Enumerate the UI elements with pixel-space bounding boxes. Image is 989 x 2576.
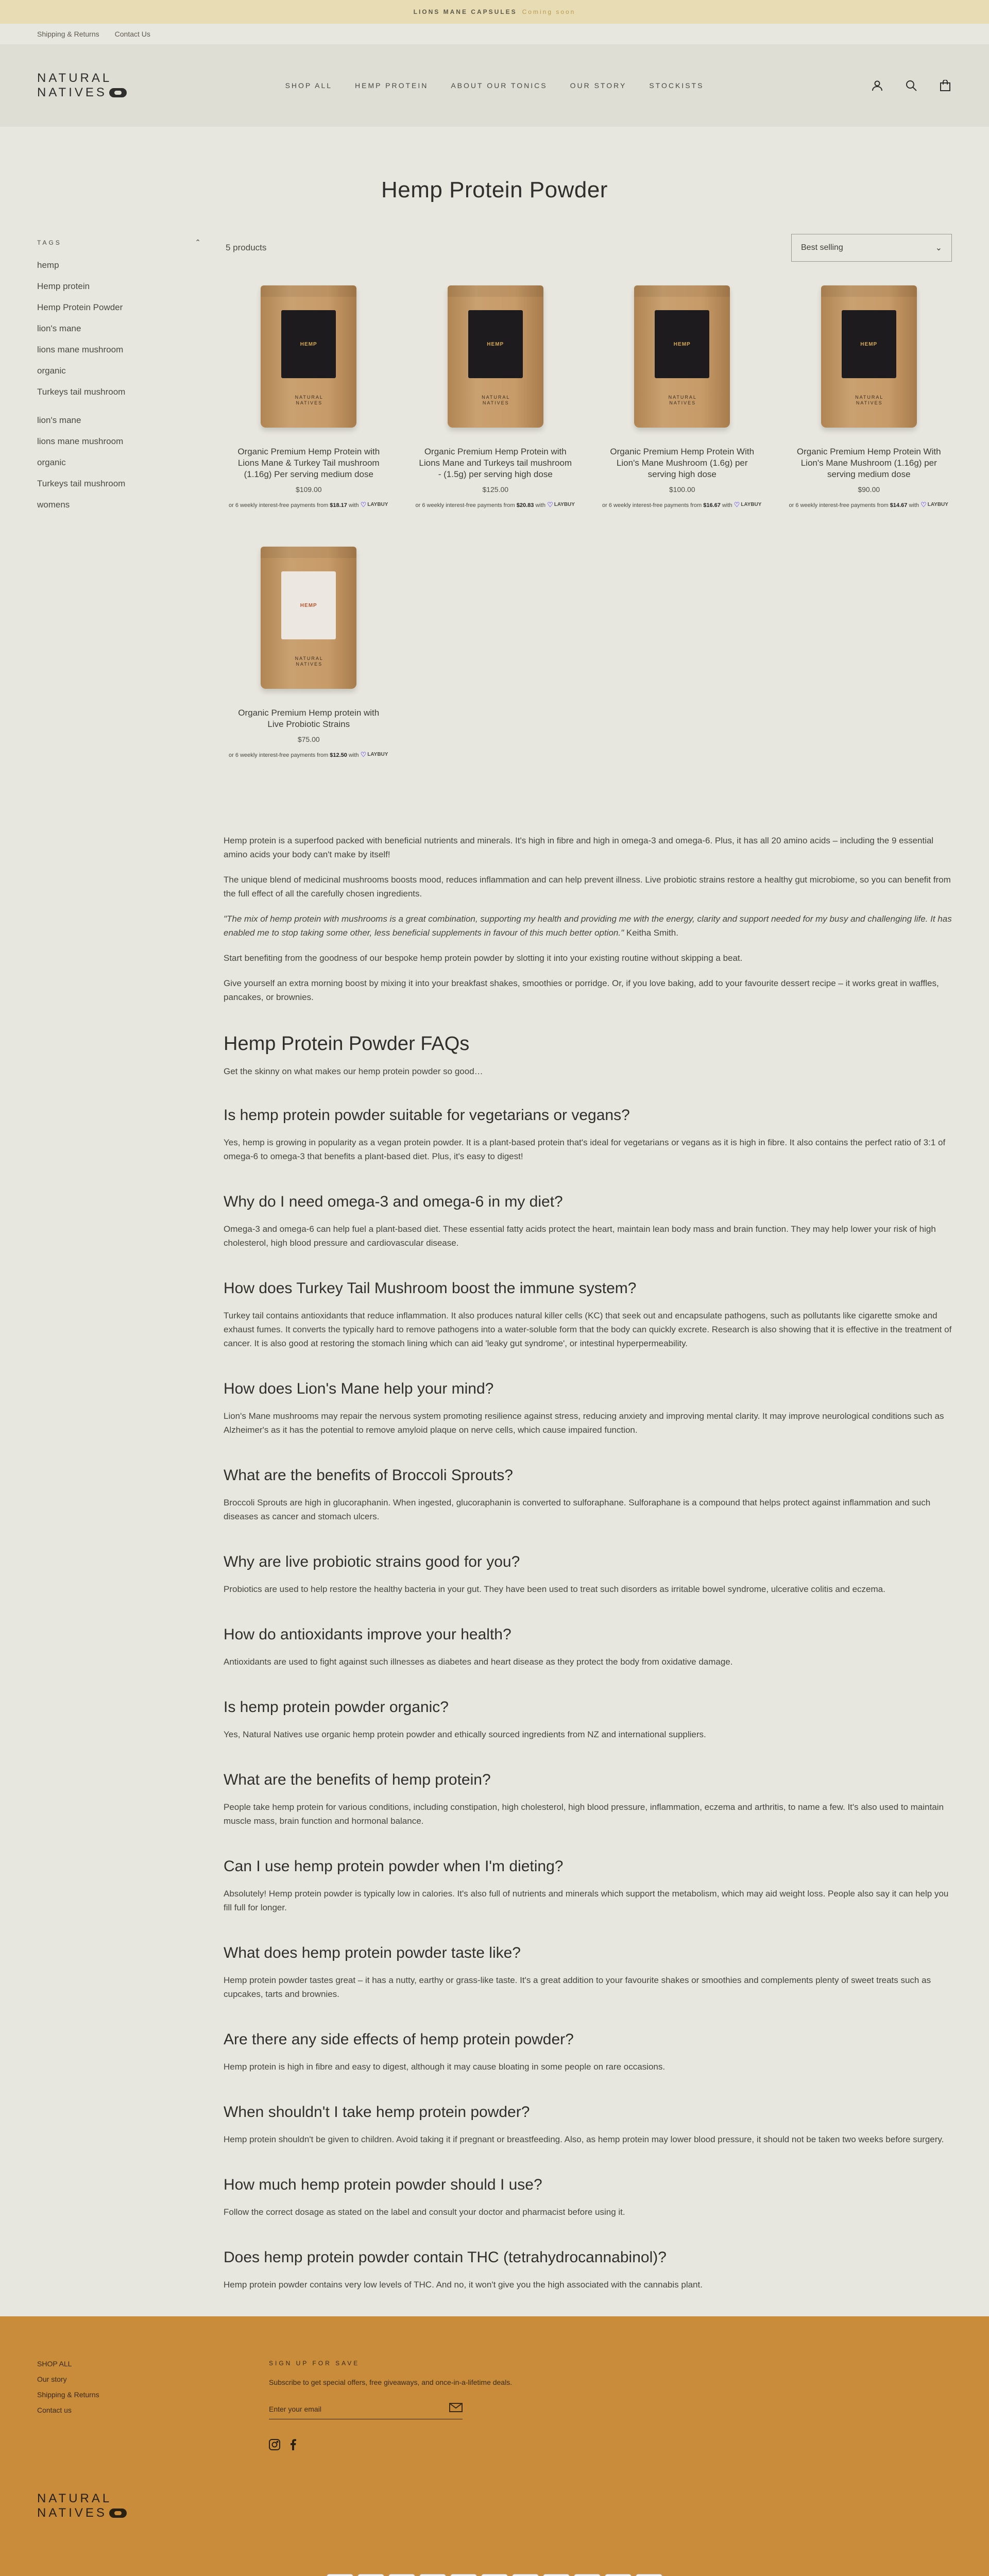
product-image[interactable] (634, 285, 730, 428)
main-nav (135, 81, 854, 90)
faq-answer: Omega-3 and omega-6 can help fuel a plant-based diet. These essential fatty acids protect the heart, maintain lean body mass and brain function. They may help lower your risk of high cholesterol, high blood pressure and cardiovascular disease. (224, 1224, 936, 1248)
outro-paragraph: Start benefiting from the goodness of our bespoke hemp protein powder by slotting it into your existing routine without skipping a beat. (224, 953, 743, 963)
product-title[interactable]: Organic Premium Hemp Protein With Lion's Mane Mushroom (1.16g) per serving medium dose (796, 447, 941, 479)
heart-icon: ♡ (360, 751, 367, 758)
tag-filter[interactable]: organic (37, 457, 66, 467)
product-card[interactable] (786, 279, 952, 510)
tag-filter[interactable]: Hemp protein (37, 281, 90, 291)
installment-with: with (909, 502, 919, 509)
logo-line-2: NATIVES (37, 86, 107, 99)
faq-answer: Yes, Natural Natives use organic hemp protein powder and ethically sourced ingredients from NZ and international suppliers. (224, 1730, 706, 1739)
product-title[interactable]: Organic Premium Hemp protein with Live Probiotic Strains (238, 708, 380, 729)
testimonial-author: Keitha Smith. (624, 928, 678, 938)
footer-links (37, 2360, 269, 2453)
testimonial (224, 912, 952, 940)
tag-filter[interactable]: lion's mane (37, 415, 81, 425)
product-count: 5 products (226, 243, 267, 252)
installment-amount: $20.83 (516, 502, 534, 509)
faq-question: When shouldn't I take hemp protein powder? (224, 2104, 530, 2121)
footer-logo-line-2: NATIVES (37, 2506, 107, 2520)
mail-icon[interactable] (449, 2403, 463, 2415)
footer-link-contact[interactable]: Contact us (37, 2406, 72, 2414)
product-price: $125.00 (482, 485, 509, 494)
pouch-brand (288, 656, 330, 667)
payment-method-icon (419, 2574, 446, 2576)
page-content (0, 834, 989, 2292)
logo-mark-icon (109, 88, 127, 97)
installment-note (226, 501, 392, 510)
sort-value: Best selling (801, 243, 843, 252)
product-label (281, 571, 336, 639)
installment-with: with (722, 502, 732, 509)
product-title[interactable]: Organic Premium Hemp Protein With Lion's Mane Mushroom (1.6g) per serving high dose (610, 447, 755, 479)
faq-answer: Hemp protein powder contains very low levels of THC. And no, it won't give you the high associated with the cannabis plant. (224, 2280, 703, 2290)
heart-icon: ♡ (920, 501, 927, 509)
payment-icons (37, 2574, 952, 2576)
pouch-brand-line-1: NATURAL (482, 395, 510, 400)
tag-filter[interactable]: lion's mane (37, 324, 81, 333)
payment-method-icon (481, 2574, 508, 2576)
facebook-icon[interactable] (289, 2439, 297, 2453)
product-image[interactable] (261, 285, 356, 428)
installment-amount: $18.17 (330, 502, 347, 509)
nav-shop-all[interactable]: SHOP ALL (285, 81, 333, 90)
product-card[interactable] (226, 540, 392, 759)
signup-heading: SIGN UP FOR SAVE (269, 2360, 360, 2367)
product-image[interactable] (261, 547, 356, 689)
tag-filter[interactable]: organic (37, 366, 66, 376)
announcement-bold: LIONS MANE CAPSULES (413, 8, 517, 15)
chevron-down-icon: ⌄ (935, 244, 942, 252)
tags-toggle[interactable] (37, 234, 203, 247)
nav-hemp-protein[interactable]: HEMP PROTEIN (355, 81, 429, 90)
installment-with: with (348, 502, 359, 509)
sort-select[interactable] (791, 234, 952, 262)
installment-text: or 6 weekly interest-free payments from (415, 502, 515, 509)
installment-with: with (348, 752, 359, 758)
faq-answer: Yes, hemp is growing in popularity as a vegan protein powder. It is a plant-based protein that's ideal for vegetarians or vegans as it is high in fibre. It also contains the perfect ratio of 3:1 of omega-6 to omega-3 that benefits a plant-based diet. Plus, it's easy to digest! (224, 1138, 946, 1161)
heart-icon: ♡ (734, 501, 740, 509)
product-label (842, 310, 896, 378)
faq-answer: Hemp protein powder tastes great – it has a nutty, earthy or grass-like taste. It's a great addition to your favourite shakes or smoothies and complements plenty of sweet treats such as cupcakes, tarts and brownies. (224, 1975, 931, 1999)
faq-question: Does hemp protein powder contain THC (tetrahydrocannabinol)? (224, 2249, 667, 2266)
product-label (468, 310, 523, 378)
product-image[interactable] (821, 285, 917, 428)
pouch-brand-line-2: NATIVES (296, 662, 323, 667)
bag-icon[interactable] (939, 79, 952, 92)
faq-answer: Follow the correct dosage as stated on the label and consult your doctor and pharmacist before using it. (224, 2207, 625, 2217)
site-logo[interactable] (37, 71, 135, 100)
contact-us-link[interactable]: Contact Us (114, 30, 150, 38)
product-label (655, 310, 709, 378)
laybuy-logo[interactable] (361, 501, 388, 509)
product-label-text: HEMP (487, 341, 504, 347)
pouch-brand-line-2: NATIVES (669, 400, 696, 405)
search-icon[interactable] (905, 79, 918, 92)
footer-link-shipping[interactable]: Shipping & Returns (37, 2391, 99, 2399)
footer-link-our-story[interactable]: Our story (37, 2375, 67, 2383)
faq-question: What does hemp protein powder taste like? (224, 1944, 521, 1961)
email-input[interactable] (269, 2405, 423, 2413)
product-label-text: HEMP (860, 341, 878, 347)
faq-answer: Hemp protein shouldn't be given to children. Avoid taking it if pregnant or breastfeeding. Also, as hemp protein may lower blood pressure, it should not be taken two weeks before surgery. (224, 2134, 944, 2144)
product-label-text: HEMP (300, 602, 317, 608)
payment-method-icon (636, 2574, 662, 2576)
footer-logo-line-1: NATURAL (37, 2492, 112, 2505)
tag-filter[interactable]: lions mane mushroom (37, 436, 124, 446)
signup-subtext: Subscribe to get special offers, free giveaways, and once-in-a-lifetime deals. (269, 2378, 513, 2386)
tag-filter[interactable]: womens (37, 500, 70, 510)
product-grid (226, 279, 952, 759)
faq-heading: Hemp Protein Powder FAQs (224, 1033, 470, 1055)
laybuy-text: LAYBUY (741, 502, 762, 507)
faq-answer: Turkey tail contains antioxidants that reduce inflammation. It also produces natural killer cells (KC) that seek out and encapsulate pathogens, such as pollutants like cigarette smoke and exhaust fumes. It converts the typically hard to remove pathogens into a water-soluble form that the body can quickly excrete. Research is also showing that it is effective in the treatment of cancer. It is also good at restoring the stomach lining which can aid 'leaky gut syndrome', or intestinal hyperpermeability. (224, 1311, 952, 1348)
faq-question: How does Turkey Tail Mushroom boost the immune system? (224, 1280, 637, 1297)
product-listing (202, 234, 952, 759)
tag-filter[interactable]: Hemp Protein Powder (37, 302, 123, 312)
pouch-brand (288, 395, 330, 406)
installment-note (413, 501, 579, 510)
laybuy-logo[interactable] (547, 501, 575, 509)
header-icons (854, 79, 952, 92)
faq-question: How much hemp protein powder should I use? (224, 2176, 542, 2193)
pouch-brand-line-1: NATURAL (855, 395, 884, 400)
utility-bar (0, 24, 989, 44)
pouch-brand (849, 395, 890, 406)
payment-method-icon (574, 2574, 601, 2576)
product-price: $100.00 (669, 485, 695, 494)
newsletter-signup (269, 2360, 537, 2453)
announcement-bar (0, 0, 989, 24)
product-price: $75.00 (297, 735, 320, 743)
installment-text: or 6 weekly interest-free payments from (229, 502, 329, 509)
faq-question: What are the benefits of Broccoli Sprouts? (224, 1467, 513, 1484)
faq-question: How does Lion's Mane help your mind? (224, 1380, 494, 1397)
product-card[interactable] (226, 279, 392, 510)
faq-question: Is hemp protein powder suitable for vegetarians or vegans? (224, 1107, 630, 1124)
pouch-brand (662, 395, 703, 406)
tag-filter[interactable]: Turkeys tail mushroom (37, 479, 126, 488)
filter-sidebar (37, 234, 202, 759)
pouch-brand-line-2: NATIVES (856, 400, 883, 405)
faq-question: Why are live probiotic strains good for you? (224, 1553, 520, 1570)
pouch-brand (475, 395, 517, 406)
tag-filter[interactable]: Turkeys tail mushroom (37, 387, 126, 397)
laybuy-logo[interactable] (734, 501, 762, 509)
faq-question: Are there any side effects of hemp protein powder? (224, 2031, 574, 2048)
instagram-icon[interactable] (269, 2439, 280, 2453)
user-icon[interactable] (871, 79, 884, 92)
logo-mark-icon (109, 2509, 127, 2518)
footer-logo[interactable] (37, 2492, 135, 2520)
faq-answer: Probiotics are used to help restore the healthy bacteria in your gut. They have been used to treat such disorders as irritable bowel syndrome, ulcerative colitis and eczema. (224, 1584, 885, 1594)
product-title[interactable]: Organic Premium Hemp Protein with Lions Mane and Turkeys tail mushroom - (1.5g) per serving high dose (419, 447, 572, 479)
payment-method-icon (327, 2574, 353, 2576)
nav-stockists[interactable]: STOCKISTS (649, 81, 704, 90)
heart-icon: ♡ (360, 501, 367, 509)
laybuy-text: LAYBUY (367, 502, 388, 507)
faq-question: How do antioxidants improve your health? (224, 1626, 511, 1643)
faq-question: Is hemp protein powder organic? (224, 1699, 449, 1716)
installment-amount: $12.50 (330, 752, 347, 758)
faq-answer: Antioxidants are used to fight against such illnesses as diabetes and heart disease as they protect the body from oxidative damage. (224, 1657, 733, 1667)
laybuy-text: LAYBUY (554, 502, 575, 507)
product-title[interactable]: Organic Premium Hemp Protein with Lions Mane & Turkey Tail mushroom (1.16g) Per serving medium dose (237, 447, 380, 479)
faq-answer: Hemp protein is high in fibre and easy to digest, although it may cause bloating in some people on rare occasions. (224, 2062, 666, 2072)
product-price: $109.00 (295, 485, 322, 494)
laybuy-logo[interactable] (920, 501, 948, 509)
pouch-brand-line-1: NATURAL (295, 656, 323, 661)
faq-question: Can I use hemp protein powder when I'm dieting? (224, 1858, 564, 1875)
installment-amount: $16.67 (703, 502, 721, 509)
product-card[interactable] (413, 279, 579, 510)
outro-paragraph: Give yourself an extra morning boost by mixing it into your breakfast shakes, smoothies or porridge. Or, if you love baking, add to your favourite dessert recipe – it works great in waffles, pancakes, or brownies. (224, 978, 939, 1002)
installment-note (599, 501, 765, 510)
pouch-brand-line-1: NATURAL (668, 395, 697, 400)
site-footer (0, 2316, 989, 2576)
payment-method-icon (605, 2574, 632, 2576)
pouch-brand-line-1: NATURAL (295, 395, 323, 400)
product-image[interactable] (448, 285, 543, 428)
installment-note (786, 501, 952, 510)
faq-answer: People take hemp protein for various conditions, including constipation, high cholesterol, high blood pressure, inflammation, eczema and arthritis, to name a few. It's also used to maintain muscle mass, brain function and hormonal balance. (224, 1802, 944, 1826)
site-header (0, 44, 989, 127)
laybuy-text: LAYBUY (927, 502, 948, 507)
faq-answer: Broccoli Sprouts are high in glucoraphanin. When ingested, glucoraphanin is converted to sulforaphane. Sulforaphane is a compound that helps protect against inflammation and such diseases as cancer and stomach ulcers. (224, 1498, 931, 1521)
payment-method-icon (543, 2574, 570, 2576)
laybuy-logo[interactable] (361, 751, 388, 759)
product-card[interactable] (599, 279, 765, 510)
installment-text: or 6 weekly interest-free payments from (789, 502, 889, 509)
product-label-text: HEMP (300, 341, 317, 347)
chevron-up-icon: ⌃ (195, 238, 203, 246)
installment-text: or 6 weekly interest-free payments from (602, 502, 702, 509)
intro-paragraph: The unique blend of medicinal mushrooms boosts mood, reduces inflammation and can help prevent illness. Live probiotic strains restore a healthy gut microbiome, so you can benefit from the full effect of all the carefully chosen ingredients. (224, 875, 951, 899)
shipping-returns-link[interactable]: Shipping & Returns (37, 30, 99, 38)
product-label-text: HEMP (673, 341, 691, 347)
faq-answer: Absolutely! Hemp protein powder is typically low in calories. It's also full of nutrients and minerals which support the metabolism, which may aid weight loss. People also say it can help you fill full for longer. (224, 1889, 949, 1912)
heart-icon: ♡ (547, 501, 553, 509)
product-label (281, 310, 336, 378)
pouch-brand-line-2: NATIVES (482, 400, 509, 405)
faq-list (224, 1107, 952, 2292)
tag-filter[interactable]: hemp (37, 260, 59, 270)
pouch-brand-line-2: NATIVES (296, 400, 323, 405)
social-links (269, 2439, 537, 2453)
faq-question: Why do I need omega-3 and omega-6 in my diet? (224, 1193, 563, 1210)
intro-paragraph: Hemp protein is a superfood packed with beneficial nutrients and minerals. It's high in fibre and high in omega-3 and omega-6. Plus, it has all 20 amino acids – including the 9 essential amino acids your body can't make by itself! (224, 836, 934, 859)
payment-method-icon (450, 2574, 477, 2576)
announcement-soon: Coming soon (522, 8, 576, 15)
payment-method-icon (388, 2574, 415, 2576)
installment-amount: $14.67 (890, 502, 908, 509)
nav-about-tonics[interactable]: ABOUT OUR TONICS (451, 81, 548, 90)
installment-note (226, 751, 392, 759)
testimonial-text: "The mix of hemp protein with mushrooms is a great combination, supporting my health and providing me with the energy, clarity and support needed for my busy and challenging life. It has enabled me to stop taking some other, less beneficial supplements in favour of this much better option." (224, 914, 952, 938)
tags-heading: TAGS (37, 239, 62, 246)
page-title: Hemp Protein Powder (381, 177, 608, 202)
installment-text: or 6 weekly interest-free payments from (229, 752, 329, 758)
nav-our-story[interactable]: OUR STORY (570, 81, 627, 90)
footer-link-shop-all[interactable]: SHOP ALL (37, 2360, 72, 2368)
payment-method-icon (512, 2574, 539, 2576)
faq-answer: Lion's Mane mushrooms may repair the nervous system promoting resilience against stress, reducing anxiety and improving mental clarity. It may improve neurological conditions such as Alzheimer's as it has the potential to remove amyloid plaque on nerve cells, which cause impaired function. (224, 1411, 944, 1435)
product-price: $90.00 (858, 485, 880, 494)
tag-filter[interactable]: lions mane mushroom (37, 345, 124, 354)
laybuy-text: LAYBUY (367, 752, 388, 757)
faq-intro: Get the skinny on what makes our hemp protein powder so good… (224, 1066, 483, 1076)
faq-question: What are the benefits of hemp protein? (224, 1771, 491, 1788)
payment-method-icon (357, 2574, 384, 2576)
installment-with: with (535, 502, 546, 509)
logo-line-1: NATURAL (37, 71, 112, 85)
